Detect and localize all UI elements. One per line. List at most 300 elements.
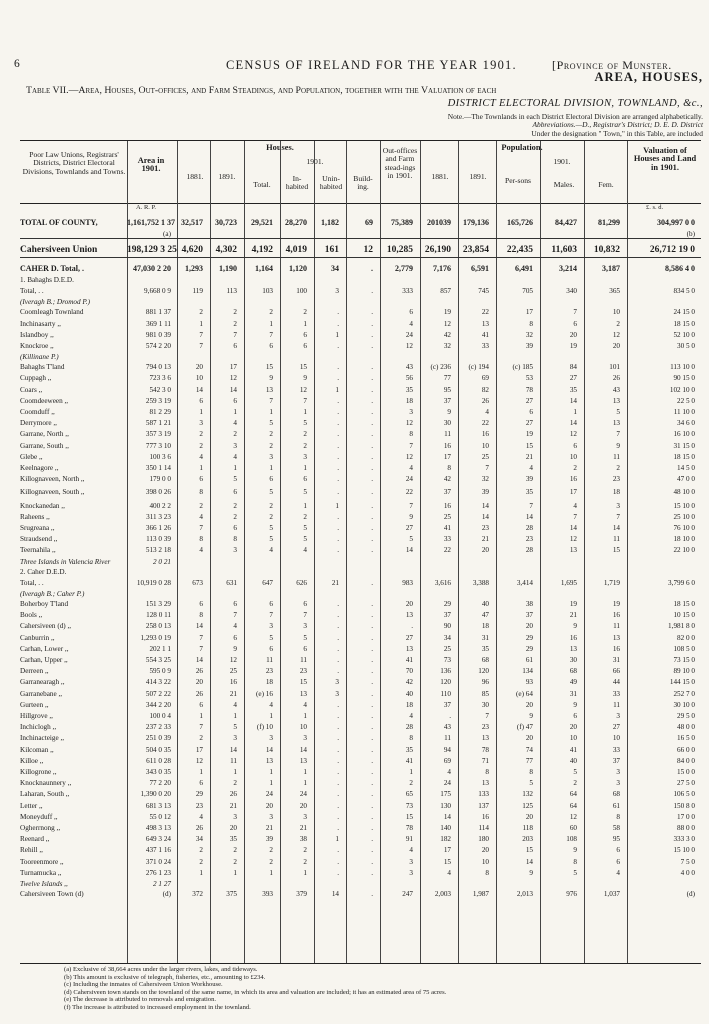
cell-out: 13 bbox=[405, 611, 413, 620]
table-row bbox=[20, 779, 701, 788]
cell-un: . bbox=[337, 524, 339, 532]
cell-tot: 4 bbox=[269, 546, 273, 555]
cell-h91: 3 bbox=[233, 546, 237, 555]
cell-p91: 20 bbox=[481, 846, 489, 855]
cell-h91: 2 bbox=[233, 501, 237, 510]
cell-p81: 7,176 bbox=[433, 264, 451, 273]
cell-f: 61 bbox=[612, 801, 620, 810]
cell-bld: . bbox=[371, 475, 373, 484]
cell-per: 20 bbox=[525, 700, 533, 709]
cell-inh: 2 bbox=[303, 846, 307, 855]
cell-p91: 31 bbox=[481, 633, 489, 642]
cell-area: 276 1 23 bbox=[145, 868, 171, 877]
cell-inh: 13 bbox=[299, 756, 307, 765]
cell-un: 34 bbox=[331, 264, 339, 273]
note-line-2: Abbreviations.—D., Registrar's District; D. E. D. District bbox=[532, 120, 703, 130]
cell-m: 35 bbox=[569, 385, 577, 394]
cell-p81: 42 bbox=[443, 330, 451, 339]
row-label: Killognaveen, South ,, bbox=[20, 488, 85, 497]
cell-un: . bbox=[337, 464, 339, 472]
cell-h91: 6 bbox=[233, 633, 237, 642]
cell-area: 794 0 13 bbox=[145, 363, 171, 372]
cell-bld: . bbox=[371, 363, 373, 372]
cell-bld: . bbox=[371, 441, 373, 450]
cell-h81: 32,517 bbox=[181, 218, 203, 227]
cell-p91: 26 bbox=[481, 396, 489, 405]
cell-p91: 180 bbox=[478, 835, 489, 844]
cell-area: 113 0 39 bbox=[146, 535, 171, 544]
row-label: Canburrin ,, bbox=[20, 633, 55, 642]
cell-f: 1,037 bbox=[603, 890, 620, 898]
cell-f: 7 bbox=[616, 430, 620, 439]
table-row bbox=[20, 386, 701, 395]
cell-inh: 38 bbox=[299, 835, 307, 844]
cell-h81: 673 bbox=[192, 578, 203, 587]
cell-p81: 73 bbox=[443, 656, 451, 664]
cell-p81: (c) 236 bbox=[430, 363, 451, 372]
note-line-3: Under the designation " Town," in this Table, are included bbox=[531, 128, 703, 138]
cell-m: 5 bbox=[573, 868, 577, 877]
cell-p81: 8 bbox=[447, 464, 451, 472]
cell-f: 66 bbox=[612, 667, 620, 676]
cell-tot: 1 bbox=[269, 712, 273, 720]
cell-h91: 16 bbox=[229, 678, 237, 687]
row-label: Killogrone ,, bbox=[20, 768, 57, 776]
table-row bbox=[20, 568, 701, 577]
cell-p81: 17 bbox=[443, 846, 451, 855]
header-building: Build-ing. bbox=[353, 174, 373, 192]
table-row bbox=[20, 734, 701, 743]
row-label: TOTAL OF COUNTY, bbox=[20, 218, 98, 227]
cell-per: 8 bbox=[529, 768, 533, 776]
row-label: 1. Bahaghs D.E.D. bbox=[20, 276, 74, 284]
cell-h91: 14 bbox=[229, 385, 237, 394]
cell-per: 27 bbox=[525, 419, 533, 428]
cell-bld: . bbox=[371, 419, 373, 428]
cell-inh: 15 bbox=[299, 678, 307, 687]
cell-val: 22 5 0 bbox=[677, 396, 695, 405]
cell-val: 15 10 0 bbox=[673, 846, 695, 855]
cell-out: 35 bbox=[405, 385, 413, 394]
cell-p81: 24 bbox=[443, 779, 451, 788]
cell-m: 21 bbox=[569, 611, 577, 620]
cell-h81: 29 bbox=[195, 790, 203, 799]
cell-p81: 43 bbox=[443, 723, 451, 732]
header-population: Population. bbox=[501, 143, 543, 152]
caption-line-1: Table VII.—Area, Houses, Out-offices, and Farm Steadings, and Population, together with the Valuation of each bbox=[26, 85, 497, 96]
cell-per: 21 bbox=[525, 452, 533, 461]
cell-per: 3,414 bbox=[516, 578, 533, 587]
cell-f: 14 bbox=[612, 524, 620, 532]
cell-f: 27 bbox=[612, 723, 620, 732]
cell-un: . bbox=[337, 342, 339, 350]
row-label: Cuppagh ,, bbox=[20, 374, 52, 383]
cell-un: 14 bbox=[331, 890, 339, 898]
cell-un: . bbox=[337, 723, 339, 732]
table-row bbox=[20, 419, 701, 428]
footnote: (e) The decrease is attributed to removals and emigration. bbox=[64, 996, 217, 1004]
cell-inh: 379 bbox=[296, 890, 307, 898]
cell-per: 8 bbox=[529, 319, 533, 328]
cell-area: 2 0 21 bbox=[153, 557, 171, 566]
cell-m: 13 bbox=[569, 546, 577, 555]
cell-f: 18 bbox=[612, 488, 620, 497]
cell-h91: 30,723 bbox=[215, 218, 237, 227]
cell-tot: 2 bbox=[269, 846, 273, 855]
cell-h91: 375 bbox=[226, 890, 237, 898]
cell-un: 3 bbox=[335, 689, 339, 698]
cell-un: . bbox=[337, 824, 339, 832]
cell-area: 587 1 21 bbox=[145, 419, 171, 428]
cell-f: 15 bbox=[612, 546, 620, 555]
cell-h91: 12 bbox=[229, 374, 237, 383]
row-separator bbox=[20, 238, 701, 239]
header-pop-1891: 1891. bbox=[469, 172, 487, 181]
cell-bld: . bbox=[371, 622, 373, 631]
cell-p91: 10 bbox=[481, 857, 489, 866]
row-label: Letter ,, bbox=[20, 801, 43, 810]
cell-f: 68 bbox=[612, 790, 620, 799]
cell-tot: 3 bbox=[269, 622, 273, 631]
cell-p81: 9 bbox=[447, 408, 451, 416]
cell-p81: 29 bbox=[443, 600, 451, 608]
cell-area: 437 1 16 bbox=[145, 846, 171, 855]
cell-inh: 11 bbox=[300, 656, 307, 664]
cell-p81: 77 bbox=[443, 374, 451, 383]
cell-m: 31 bbox=[569, 689, 577, 698]
cell-per: (e) 64 bbox=[516, 689, 533, 698]
table-row bbox=[20, 342, 701, 351]
cell-bld: . bbox=[371, 712, 373, 720]
cell-h81: 3 bbox=[199, 419, 203, 428]
table-row bbox=[20, 701, 701, 710]
cell-out: 4 bbox=[409, 464, 413, 472]
cell-val: 90 15 0 bbox=[673, 374, 695, 383]
cell-inh: 1 bbox=[303, 712, 307, 720]
cell-f: 7 bbox=[616, 512, 620, 521]
cell-tot: 5 bbox=[269, 524, 273, 532]
cell-out: 18 bbox=[405, 396, 413, 405]
cell-bld: . bbox=[371, 756, 373, 765]
cell-per: 39 bbox=[525, 475, 533, 484]
cell-tot: 1 bbox=[269, 768, 273, 776]
cell-tot: 2 bbox=[269, 512, 273, 521]
cell-p81: 33 bbox=[443, 535, 451, 544]
cell-bld: . bbox=[371, 512, 373, 521]
cell-per: 28 bbox=[525, 524, 533, 532]
cell-h81: 2 bbox=[199, 857, 203, 866]
cell-area: 357 3 19 bbox=[145, 430, 171, 439]
cell-tot: 1,164 bbox=[255, 264, 273, 273]
cell-bld: . bbox=[371, 611, 373, 620]
units-valuation: £. s. d. bbox=[646, 204, 664, 211]
cell-un: . bbox=[337, 535, 339, 544]
row-label: Kilcoman ,, bbox=[20, 745, 54, 754]
footnotes bbox=[64, 966, 702, 1012]
cell-per: 9 bbox=[529, 712, 533, 720]
cell-bld: . bbox=[371, 319, 373, 328]
cell-p91: 133 bbox=[478, 790, 489, 799]
cell-f: 10 bbox=[612, 308, 620, 317]
table-row bbox=[20, 768, 701, 777]
cell-h81: 6 bbox=[199, 475, 203, 484]
cell-un: 1 bbox=[335, 330, 339, 339]
cell-area: 981 0 39 bbox=[145, 330, 171, 339]
cell-tot: 1 bbox=[269, 319, 273, 328]
cell-f: 3,187 bbox=[602, 264, 620, 273]
cell-tot: 13 bbox=[265, 385, 273, 394]
cell-inh: 1 bbox=[303, 779, 307, 788]
cell-out: 73 bbox=[405, 801, 413, 810]
cell-val: 16 10 0 bbox=[673, 430, 695, 439]
cell-p81: 857 bbox=[440, 287, 451, 296]
cell-p81: 2,003 bbox=[434, 890, 451, 898]
cell-p81: 42 bbox=[443, 475, 451, 484]
page-number: 6 bbox=[14, 58, 21, 70]
cell-val: 3,799 6 0 bbox=[668, 578, 695, 587]
cell-out: 6 bbox=[409, 308, 413, 317]
row-label: Bools ,, bbox=[20, 611, 43, 620]
cell-h91: 1 bbox=[233, 868, 237, 877]
table-row bbox=[20, 880, 701, 889]
table-row bbox=[20, 757, 701, 766]
table-row bbox=[20, 846, 701, 855]
row-label: 2. Caher D.E.D. bbox=[20, 567, 67, 576]
cell-p81: 94 bbox=[443, 745, 451, 754]
cell-f: 6 bbox=[616, 857, 620, 866]
row-label: Bahaghs T'land bbox=[20, 363, 65, 372]
cell-m: 13 bbox=[569, 644, 577, 653]
cell-area: 9,668 0 9 bbox=[144, 287, 171, 296]
cell-h91: 4,302 bbox=[215, 245, 237, 255]
cell-m: 6 bbox=[573, 712, 577, 720]
cell-val: 16 5 0 bbox=[677, 734, 695, 743]
cell-p91: 78 bbox=[481, 745, 489, 754]
row-label: Carhan, Lower ,, bbox=[20, 644, 69, 653]
cell-f: 19 bbox=[612, 600, 620, 608]
cell-val: 18 15 0 bbox=[673, 452, 695, 461]
cell-area: 574 2 20 bbox=[145, 342, 171, 350]
cell-out: 24 bbox=[405, 330, 413, 339]
header-pop-1901: 1901. bbox=[553, 157, 571, 166]
cell-inh: 100 bbox=[296, 287, 307, 296]
cell-tot: 6 bbox=[269, 342, 273, 350]
cell-val: 18 15 0 bbox=[673, 600, 695, 608]
cell-tot: 3 bbox=[269, 452, 273, 461]
cell-p91: 7 bbox=[485, 464, 489, 472]
cell-un: . bbox=[337, 868, 339, 877]
cell-h91: 2 bbox=[233, 857, 237, 866]
cell-f: 3 bbox=[616, 501, 620, 510]
row-label: Coomleagh Townland bbox=[20, 308, 84, 317]
cell-val: 252 7 0 bbox=[673, 689, 695, 698]
cell-per: 125 bbox=[522, 801, 533, 810]
cell-tot: 5 bbox=[269, 633, 273, 642]
cell-inh: 5 bbox=[303, 524, 307, 532]
row-label: Inchinacteige ,, bbox=[20, 734, 65, 743]
cell-h81: 26 bbox=[195, 667, 203, 676]
cell-area: 259 3 19 bbox=[145, 396, 171, 405]
cell-out: 75,389 bbox=[391, 218, 413, 227]
cell-inh: 10 bbox=[299, 723, 307, 732]
cell-area: 1,390 0 20 bbox=[140, 790, 171, 799]
cell-val: 113 10 0 bbox=[670, 363, 695, 372]
cell-p81: 4 bbox=[447, 768, 451, 776]
cell-val: 15 10 0 bbox=[673, 501, 695, 510]
cell-f: 16 bbox=[612, 611, 620, 620]
header-inhabited: In-habited bbox=[285, 174, 309, 192]
table-row bbox=[20, 524, 701, 533]
cell-area: 777 3 10 bbox=[145, 441, 171, 450]
cell-out: 4 bbox=[409, 846, 413, 855]
cell-val: 22 10 0 bbox=[673, 546, 695, 555]
cell-per: 28 bbox=[525, 546, 533, 555]
cell-val: 48 0 0 bbox=[677, 723, 695, 732]
cell-f: 23 bbox=[612, 475, 620, 484]
table-row bbox=[20, 276, 701, 285]
cell-p81: 32 bbox=[443, 342, 451, 350]
cell-bld: . bbox=[371, 768, 373, 776]
cell-per: 6 bbox=[529, 408, 533, 416]
cell-out: 3 bbox=[409, 868, 413, 877]
cell-p91: 21 bbox=[481, 535, 489, 544]
cell-p91: 47 bbox=[481, 611, 489, 620]
cell-tot: 6 bbox=[269, 600, 273, 608]
cell-un: . bbox=[337, 396, 339, 405]
cell-un: . bbox=[337, 512, 339, 521]
cell-inh: 20 bbox=[299, 801, 307, 810]
cell-area: 81 2 29 bbox=[149, 408, 171, 416]
cell-f: 3 bbox=[616, 779, 620, 788]
cell-per: 15 bbox=[525, 846, 533, 855]
table-row bbox=[20, 869, 701, 878]
units-area: A. R. P. bbox=[136, 204, 157, 211]
cell-un: 3 bbox=[335, 287, 339, 296]
caption-line-2: DISTRICT ELECTORAL DIVISION, TOWNLAND, &c., bbox=[447, 98, 703, 109]
cell-inh: 5 bbox=[303, 488, 307, 497]
cell-val: (d) bbox=[686, 890, 695, 898]
cell-area: 10,919 0 28 bbox=[136, 578, 171, 587]
cell-out: 65 bbox=[405, 790, 413, 799]
cell-p91: 14 bbox=[481, 512, 489, 521]
cell-area: 47,030 2 20 bbox=[133, 264, 171, 273]
row-label: Derrymore ,, bbox=[20, 419, 57, 428]
cell-p91: 23 bbox=[481, 524, 489, 532]
cell-area: 554 3 25 bbox=[145, 656, 171, 664]
cell-inh: 3 bbox=[303, 734, 307, 743]
cell-per: 23 bbox=[525, 535, 533, 544]
cell-h81: 14 bbox=[195, 622, 203, 631]
table-row bbox=[20, 308, 701, 317]
cell-p81: 120 bbox=[440, 678, 451, 687]
cell-p81: 41 bbox=[443, 524, 451, 532]
cell-bld: 69 bbox=[365, 218, 373, 227]
cell-f: 11 bbox=[613, 700, 620, 709]
cell-out: 12 bbox=[405, 342, 413, 350]
cell-out: 1 bbox=[409, 768, 413, 776]
cell-p91: 13 bbox=[481, 734, 489, 743]
table-row bbox=[20, 813, 701, 822]
row-label: Inchinasarty ,, bbox=[20, 319, 61, 328]
cell-area: (a) bbox=[163, 230, 171, 238]
cell-tot: 1 bbox=[269, 408, 273, 416]
cell-f: 16 bbox=[612, 644, 620, 653]
cell-p81: 175 bbox=[440, 790, 451, 799]
cell-per: 61 bbox=[525, 656, 533, 664]
table-row bbox=[20, 746, 701, 755]
cell-inh: 13 bbox=[299, 689, 307, 698]
cell-h81: 6 bbox=[199, 396, 203, 405]
cell-m: 1 bbox=[573, 408, 577, 416]
cell-p91: 13 bbox=[481, 319, 489, 328]
cell-un: . bbox=[337, 712, 339, 720]
cell-val: 18 10 0 bbox=[673, 535, 695, 544]
cell-p81: 19 bbox=[443, 308, 451, 317]
cell-bld: . bbox=[371, 264, 373, 273]
cell-h91: 6 bbox=[233, 524, 237, 532]
footnote: (f) The increase is attributed to increased employment in the townland. bbox=[64, 1003, 251, 1011]
note-line-1: Note.—The Townlands in each District Electoral Division are arranged alphabetically. bbox=[447, 112, 703, 121]
cell-tot: 2 bbox=[269, 441, 273, 450]
cell-p81: 34 bbox=[443, 633, 451, 642]
cell-h81: 1,293 bbox=[185, 264, 203, 273]
cell-area: 1,293 0 19 bbox=[140, 633, 171, 642]
cell-tot: 3 bbox=[269, 734, 273, 743]
cell-m: 27 bbox=[569, 374, 577, 383]
cell-p91: 32 bbox=[481, 475, 489, 484]
cell-area: 595 0 9 bbox=[149, 667, 171, 676]
cell-tot: 20 bbox=[265, 801, 273, 810]
cell-h91: 4 bbox=[233, 452, 237, 461]
cell-m: 9 bbox=[573, 700, 577, 709]
cell-h91: 5 bbox=[233, 475, 237, 484]
cell-h81: 26 bbox=[195, 824, 203, 832]
table-row bbox=[20, 453, 701, 462]
cell-tot: 21 bbox=[265, 824, 273, 832]
cell-inh: 6 bbox=[303, 330, 307, 339]
cell-h81: 2 bbox=[199, 430, 203, 439]
cell-val: 304,997 0 0 bbox=[657, 218, 695, 227]
cell-bld: . bbox=[371, 734, 373, 743]
cell-m: 3,214 bbox=[559, 264, 577, 273]
cell-area: 723 3 6 bbox=[149, 374, 171, 383]
cell-h91: 1 bbox=[233, 712, 237, 720]
cell-out: 3 bbox=[409, 408, 413, 416]
census-table bbox=[20, 140, 701, 964]
cell-per: 20 bbox=[525, 812, 533, 821]
cell-area: 343 0 35 bbox=[145, 768, 171, 776]
cell-inh: 9 bbox=[303, 374, 307, 383]
cell-m: 108 bbox=[566, 835, 577, 844]
cell-m: 6 bbox=[573, 441, 577, 450]
cell-bld: . bbox=[371, 824, 373, 832]
cell-inh: 2 bbox=[303, 512, 307, 521]
cell-val: 48 10 0 bbox=[673, 488, 695, 497]
cell-per: 53 bbox=[525, 374, 533, 383]
header-houses-1891: 1891. bbox=[218, 172, 236, 181]
cell-m: 340 bbox=[566, 287, 577, 296]
cell-f: 44 bbox=[612, 678, 620, 687]
cell-un: 1,182 bbox=[321, 218, 339, 227]
header-outoffices: Out-offices and Farm stead-ings in 1901. bbox=[382, 146, 418, 181]
cell-bld: . bbox=[371, 633, 373, 642]
cell-h81: 14 bbox=[195, 656, 203, 664]
table-row bbox=[20, 690, 701, 699]
cell-val: 76 10 0 bbox=[673, 524, 695, 532]
cell-out: 3 bbox=[409, 857, 413, 866]
cell-out: 35 bbox=[405, 745, 413, 754]
cell-h81: 6 bbox=[199, 700, 203, 709]
